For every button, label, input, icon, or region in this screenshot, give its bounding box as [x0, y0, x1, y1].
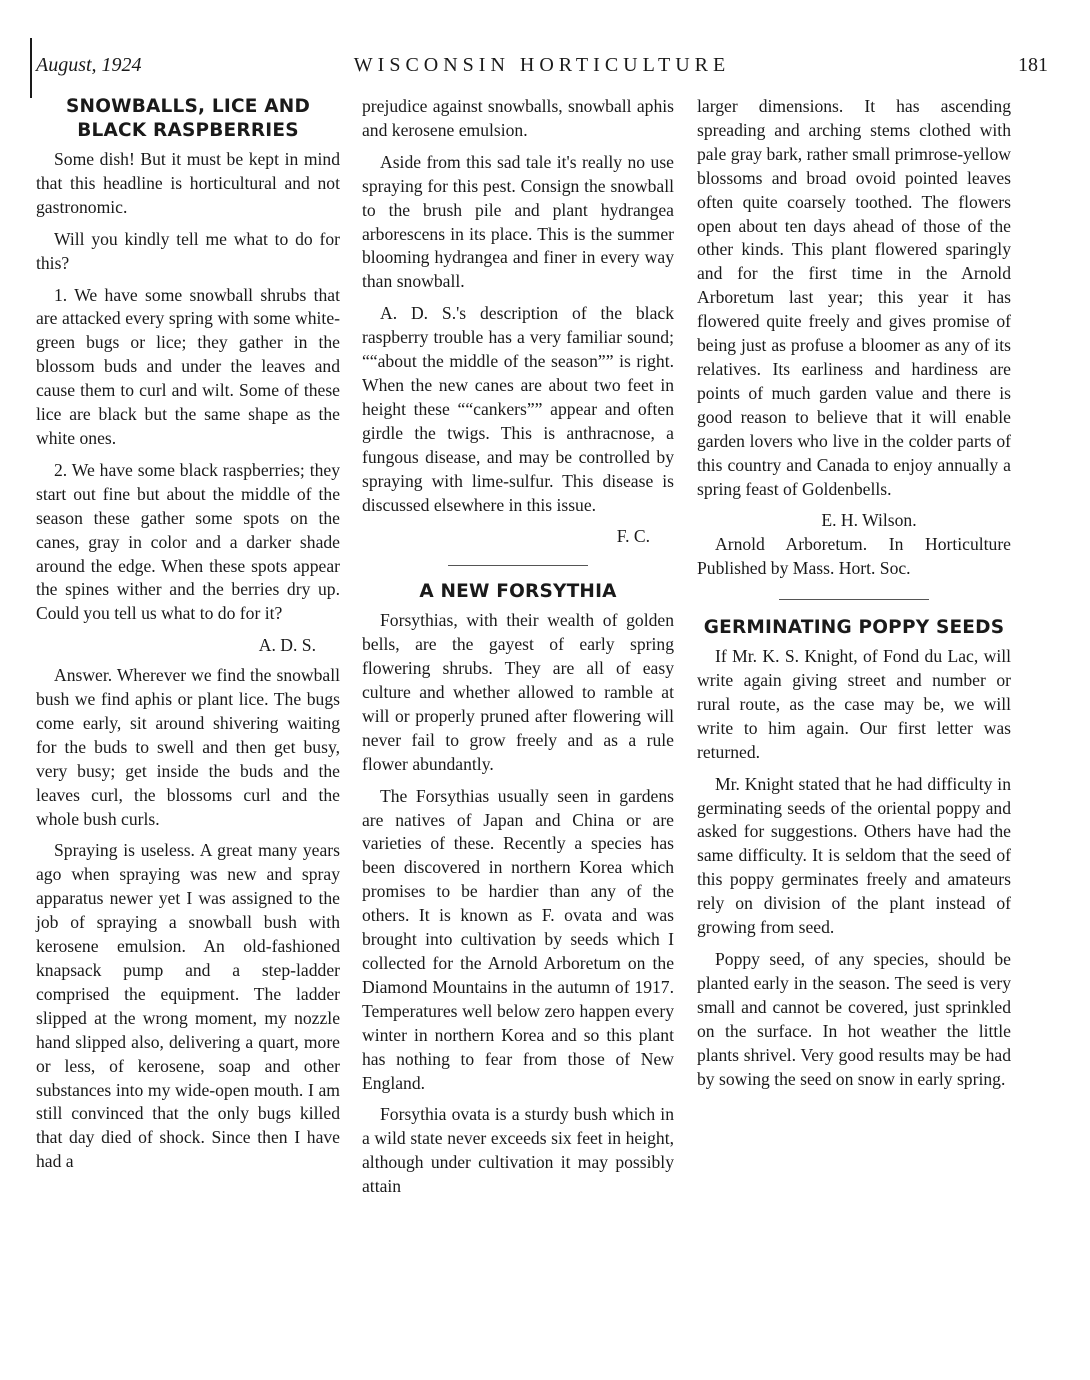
article-heading-poppy: GERMINATING POPPY SEEDS [703, 617, 1005, 639]
article-paragraph: A. D. S.'s description of the black raspberry trouble has a very familiar sound; ““about the middle of the season”” is right. When the new canes are about two feet in height these ““cankers”” appear and often girdle the twigs. This is anthracnose, a fungous disease, and may be controlled by spraying with lime-sulfur. This disease is discussed elsewhere in this issue. [362, 303, 674, 515]
article-paragraph: 2. We have some black raspberries; they start out fine but about the middle of the season these gather some spots on the canes, gray in color and a darker shade around the edge. When these spots appear the spines wither and the berries dry up. Could you tell us what to do for it? [36, 459, 340, 624]
page-header [36, 50, 1048, 80]
article-heading-forsythia: A NEW FORSYTHIA [419, 581, 617, 603]
signature-ads: A. D. S. [258, 635, 316, 656]
article-paragraph: Aside from this sad tale it's really no use spraying for this pest. Consign the snowball to the brush pile and plant hydrangea arborescens in its place. This is the summer blooming hydrangea and finer in every way than snowball. [362, 151, 674, 292]
article-paragraph: Will you kindly tell me what to do for this? [36, 228, 340, 273]
article-divider [779, 599, 929, 600]
article-divider [448, 565, 588, 566]
column-1 [36, 95, 340, 1174]
article-paragraph: larger dimensions. It has ascending spreading and arching stems clothed with pale gray bark, rather small primrose-yellow blossoms and broad ovoid pointed leaves often quite coarsely toothed. The flowers open about ten days ahead of those of the other kinds. This plant flowered sparingly and for the first time in the Arnold Arboretum last year; this year it has flowered quite freely and gives promise of being just as profuse a bloomer as any of its relatives. Its earliness and hardiness are points of much garden value and there is good reason to believe that it will enable garden lovers who live in the colder parts of this country and Canada to enjoy annually a spring feast of Goldenbells. [697, 96, 1011, 499]
page-number: 181 [1018, 54, 1048, 76]
column-2 [362, 95, 674, 1199]
article-paragraph: 1. We have some snowball shrubs that are attacked every spring with some white-green bugs or lice; they gather in the blossom buds and under the leaves and cause them to curl and wilt. Some of these lice are black but the same shape as the white ones. [36, 284, 340, 448]
article-paragraph: Some dish! But it must be kept in mind that this headline is horticultural and not gastronomic. [36, 149, 340, 217]
journal-title: WISCONSIN HORTICULTURE [353, 54, 731, 76]
article-paragraph: Answer. Wherever we find the snowball bush we find aphis or plant lice. The bugs come early, sit around shivering waiting for the buds to swell and then get busy, very busy; get inside the buds and the leaves curl, the blossoms curl and the whole bush curls. [36, 665, 340, 829]
article-heading-snowballs: SNOWBALLS, LICE AND BLACK RASPBERRIES [65, 96, 310, 141]
article-paragraph: Poppy seed, of any species, should be planted early in the season. The seed is very small and cannot be covered, just sprinkled on the surface. In hot weather the little plants shrivel. Very good results may be had by sowing the seed on snow in early spring. [697, 949, 1011, 1089]
article-paragraph: Spraying is useless. A great many years ago when spraying was new and spray apparatus newer yet I was assigned to the job of spraying a snowball bush with kerosene emulsion. An old-fashioned knapsack pump and a step-ladder comprised the equipment. The ladder slipped at the wrong moment, my nozzle hand slipped also, delivering a quart, more or less, of kerosene, soap and other substances into my wide-open mouth. I am still convinced that the only bugs killed that day died of shock. Since then I have had a [36, 840, 340, 1172]
signature-fc: F. C. [616, 526, 650, 547]
article-source: Arnold Arboretum. In Horticulture Published by Mass. Hort. Soc. [697, 534, 1011, 579]
article-paragraph: Mr. Knight stated that he had difficulty in germinating seeds of the oriental poppy and asked for suggestions. Others have had the same difficulty. It is seldom that the seed of this poppy germinates freely and amateurs rely on division of the plant instead of growing from seed. [697, 773, 1011, 938]
article-paragraph: If Mr. K. S. Knight, of Fond du Lac, will write again giving street and number or rural route, as the case may be, we will write to him again. Our first letter was returned. [697, 646, 1011, 762]
article-paragraph: The Forsythias usually seen in gardens are natives of Japan and China or are varieties of these. Recently a species has been discovered in northern Korea which promises to be hardier than any of the others. It is known as F. ovata and was brought into cultivation by seeds which I collected for the Arnold Arboretum on the Diamond Mountains in the autumn of 1917. Temperatures well below zero happen every winter in northern Korea and so this plant has nothing to fear from those of New England. [362, 785, 674, 1093]
signature-wilson: E. H. Wilson. [821, 510, 917, 531]
issue-date: August, 1924 [36, 54, 142, 76]
article-paragraph: Forsythias, with their wealth of golden bells, are the gayest of early spring flowering shrubs. They are all of easy culture and whether allowed to ramble at will or properly pruned after flowering will never fail to grow freely and as a rule flower abundantly. [362, 610, 674, 774]
column-3 [697, 95, 1011, 1091]
left-margin-rule [30, 38, 32, 98]
article-paragraph: Forsythia ovata is a sturdy bush which in a wild state never exceeds six feet in height, although under cultivation it may possibly attain [362, 1104, 674, 1197]
article-paragraph: prejudice against snowballs, snowball aphis and kerosene emulsion. [362, 96, 674, 140]
